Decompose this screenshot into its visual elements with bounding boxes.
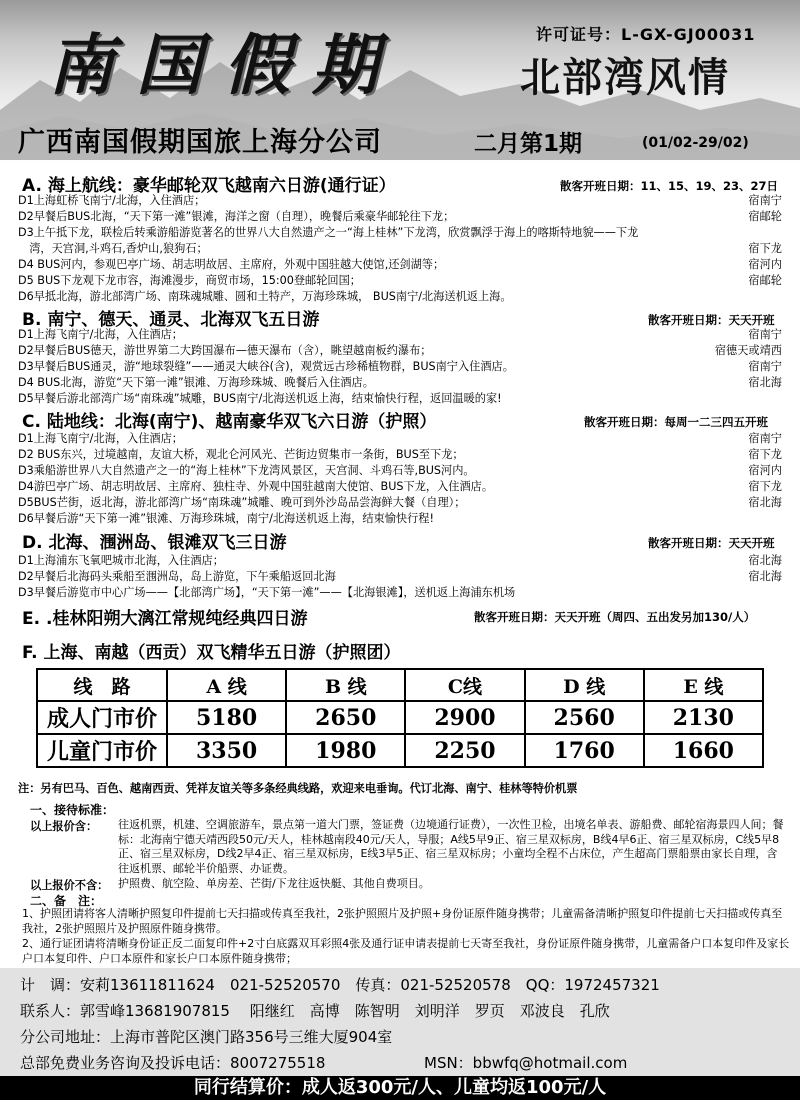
price-header-label: 线 路 bbox=[37, 669, 167, 701]
itinerary-line: D4 BUS河内，参观巴亭广场、胡志明故居、主席府，外观中国驻越大使馆,还剑湖等； bbox=[18, 258, 445, 271]
price-column-header: C线 bbox=[405, 669, 524, 701]
itinerary-line: D5早餐后游北部湾广场“南珠魂”城雕，BUS南宁/北海送机返上海，结束愉快行程，返回温暖的家! bbox=[18, 392, 502, 405]
itinerary-line: D2早餐后BUS北海，“天下第一滩”银滩，海洋之窗（自理），晚餐后乘豪华邮轮往下龙； bbox=[18, 210, 455, 223]
itinerary-stay: 宿北海 bbox=[748, 570, 782, 583]
itinerary-stay: 宿南宁 bbox=[748, 194, 782, 207]
itinerary-line: D4游巴亭广场、胡志明故居、主席府、独柱寺、外观中国驻越南大使馆、BUS下龙，入住酒店。 bbox=[18, 480, 494, 493]
excluded-text: 护照费、航空险、单房差、芒街/下龙往返快艇、其他自费项目。 bbox=[118, 877, 430, 890]
itinerary-line: D1上海飞南宁/北海，入住酒店； bbox=[18, 432, 183, 445]
itinerary-line: D6早餐后游“天下第一滩”银滩、万海珍珠城，南宁/北海送机返上海，结束愉快行程! bbox=[18, 512, 434, 525]
price-column-header: B 线 bbox=[286, 669, 405, 701]
itinerary-line: D1上海浦东飞氧吧城市北海，入住酒店； bbox=[18, 554, 224, 567]
price-column-header: D 线 bbox=[525, 669, 644, 701]
itinerary-stay: 宿下龙 bbox=[748, 480, 782, 493]
slogan: 北部湾风情 bbox=[520, 55, 730, 101]
price-row-label: 成人门市价 bbox=[37, 701, 167, 734]
section-title: C. 陆地线：北海(南宁)、越南豪华双飞六日游（护照） bbox=[22, 412, 437, 432]
issue-label: 二月第1期 bbox=[474, 131, 583, 157]
itinerary-line: D5 BUS下龙观下龙市容，海滩漫步，商贸市场，15:00登邮轮回国； bbox=[18, 274, 361, 287]
company-name: 广西南国假期国旅上海分公司 bbox=[18, 127, 382, 158]
price-cell: 3350 bbox=[167, 734, 286, 767]
header-banner bbox=[0, 0, 800, 165]
remark-item: 2、通行证团请将清晰身份证正反二面复印件+2寸白底露双耳彩照4张及通行证申请表提前七天寄至我社，身份证原件随身携带，儿童需备户口本复印件及家长户口本复印件、户口本原件和家长户口本原件随身携带； bbox=[22, 937, 790, 965]
price-column-header: A 线 bbox=[167, 669, 286, 701]
section-title: E. .桂林阳朔大漓江常规纯经典四日游 bbox=[22, 609, 308, 629]
section-title: D. 北海、涠洲岛、银滩双飞三日游 bbox=[22, 533, 287, 553]
itinerary-stay: 宿北海 bbox=[748, 376, 782, 389]
section-schedule: 散客开班日期：天天开班（周四、五出发另加130/人） bbox=[474, 610, 756, 624]
settlement-price-banner: 同行结算价：成人返300元/人、儿童均返100元/人 bbox=[0, 1076, 800, 1100]
hotline: 总部免费业务咨询及投诉电话：8007275518 bbox=[20, 1054, 326, 1072]
itinerary-line: D6早抵北海，游北部湾广场、南珠魂城雕、圆和土特产，万海珍珠城， BUS南宁/北海送机返上海。 bbox=[18, 290, 512, 303]
price-row-child bbox=[37, 734, 763, 767]
itinerary-line: D3上午抵下龙，联检后转乘游船游览著名的世界八大自然遗产之一“海上桂林”下龙湾，欣赏飘浮于海上的喀斯特地貌——下龙 bbox=[18, 226, 639, 239]
itinerary-line: D4 BUS北海，游览“天下第一滩”银滩、万海珍珠城、晚餐后入住酒店。 bbox=[18, 376, 374, 389]
price-cell: 2250 bbox=[405, 734, 524, 767]
price-row-adult bbox=[37, 701, 763, 734]
price-table bbox=[36, 668, 764, 768]
msn-contact: MSN：bbwfq@hotmail.com bbox=[424, 1054, 628, 1072]
itinerary-line: D2早餐后北海码头乘船至涠洲岛，岛上游览，下午乘船返回北海 bbox=[18, 570, 336, 583]
dispatcher-contact: 计 调：安莉13611811624 021-52520570 传真：021-52520578 QQ：1972457321 bbox=[20, 976, 660, 994]
price-column-header: E 线 bbox=[644, 669, 763, 701]
price-cell: 2900 bbox=[405, 701, 524, 734]
price-table-header-row bbox=[37, 669, 763, 701]
itinerary-stay: 宿邮轮 bbox=[748, 210, 782, 223]
excluded-label: 以上报价不含： bbox=[30, 879, 109, 892]
issue-date-range: (01/02-29/02) bbox=[642, 135, 749, 151]
section-schedule: 散客开班日期：天天开班 bbox=[648, 536, 775, 550]
itinerary-stay: 宿邮轮 bbox=[748, 274, 782, 287]
itinerary-line: D3早餐后游览市中心广场——【北部湾广场】，“天下第一滩”——【北海银滩】，送机返上海浦东机场 bbox=[18, 586, 516, 599]
price-cell: 1760 bbox=[525, 734, 644, 767]
itinerary-line: D2 BUS东兴，过境越南，友谊大桥，观北仑河风光、芒街边贸集市一条街，BUS至下龙； bbox=[18, 448, 464, 461]
price-cell: 1980 bbox=[286, 734, 405, 767]
itinerary-stay: 宿下龙 bbox=[748, 242, 782, 255]
itinerary-stay: 宿河内 bbox=[748, 464, 782, 477]
itinerary-line: D1上海虹桥飞南宁/北海，入住酒店； bbox=[18, 194, 206, 207]
itinerary-stay: 宿南宁 bbox=[748, 360, 782, 373]
itinerary-line: D2早餐后BUS德天，游世界第二大跨国瀑布—德天瀑布（含），眺望越南板约瀑布； bbox=[18, 344, 432, 357]
license-number: 许可证号：L-GX-GJ00031 bbox=[536, 25, 756, 44]
price-cell: 2650 bbox=[286, 701, 405, 734]
section-title: B. 南宁、德天、通灵、北海双飞五日游 bbox=[22, 310, 320, 330]
price-cell: 2560 bbox=[525, 701, 644, 734]
itinerary-stay: 宿河内 bbox=[748, 258, 782, 271]
itinerary-stay: 宿下龙 bbox=[748, 448, 782, 461]
contact-people: 联系人：郭雪峰13681907815 阳继红 高博 陈智明 刘明洋 罗页 邓波良 孔欣 bbox=[20, 1002, 610, 1020]
standards-title: 一、接待标准： bbox=[30, 803, 115, 817]
remark-item: 1、护照团请将客人清晰护照复印件提前七天扫描或传真至我社，2张护照照片及护照+身份证原件随身携带；儿童需备清晰护照复印件提前七天扫描或传真至我社，2张护照照片及护照原件随身携带。 bbox=[22, 907, 783, 935]
itinerary-line: D3乘船游世界八大自然遗产之一的“海上桂林”下龙湾风景区，天宫洞、斗鸡石等,BUS河内。 bbox=[18, 464, 475, 477]
itinerary-line: 湾，天宫洞,斗鸡石,香炉山,狼狗石； bbox=[18, 242, 208, 255]
price-cell: 5180 bbox=[167, 701, 286, 734]
brand-logo: 南国假期 bbox=[48, 26, 400, 104]
remarks-title: 二、备 注： bbox=[30, 894, 103, 908]
included-text: 往返机票，机建、空调旅游车，景点第一道大门票，签证费（边境通行证费），一次性卫检，出境名单表、游船费、邮轮宿海景四人间；餐标：北海南宁德天靖西段50元/天人，桂林越南段40元/天人，导服；A线5早9正、宿三星双标房，B线4早6正、宿三星双标房，C线5早8正、宿三星双标房，D线2早4正、宿三星双标房，E线3早5正、宿三星双标房；小童均全程不占床位，产生超高门票船票由家长自理，含往返机票、邮轮半价船票、办证费。 bbox=[118, 818, 784, 875]
section-title: A. 海上航线：豪华邮轮双飞越南六日游(通行证） bbox=[22, 176, 396, 196]
itinerary-stay: 宿德天或靖西 bbox=[714, 344, 782, 357]
itinerary-line: D5BUS芒街，返北海，游北部湾广场“南珠魂”城雕、晚可到外沙岛品尝海鲜大餐（自理）； bbox=[18, 496, 466, 509]
itinerary-stay: 宿北海 bbox=[748, 496, 782, 509]
itinerary-stay: 宿南宁 bbox=[748, 432, 782, 445]
section-schedule: 散客开班日期：11、15、19、23、27日 bbox=[560, 179, 779, 193]
itinerary-stay: 宿南宁 bbox=[748, 328, 782, 341]
price-cell: 2130 bbox=[644, 701, 763, 734]
section-schedule: 散客开班日期：天天开班 bbox=[648, 313, 775, 327]
section-title: F. 上海、南越（西贡）双飞精华五日游（护照团） bbox=[22, 643, 401, 663]
contact-panel bbox=[0, 968, 800, 1076]
branch-address: 分公司地址：上海市普陀区澳门路356号三维大厦904室 bbox=[20, 1028, 393, 1046]
included-label: 以上报价含： bbox=[30, 820, 98, 833]
section-schedule: 散客开班日期：每周一二三四五开班 bbox=[584, 415, 768, 429]
itinerary-line: D3早餐后BUS通灵，游“地球裂缝”——通灵大峡谷(含)，观赏远古珍稀植物群，BUS南宁入住酒店。 bbox=[18, 360, 514, 373]
other-routes-note: 注：另有巴马、百色、越南西贡、凭祥友谊关等多条经典线路，欢迎来电垂询。代订北海、南宁、桂林等特价机票 bbox=[18, 782, 578, 795]
price-row-label: 儿童门市价 bbox=[37, 734, 167, 767]
price-cell: 1660 bbox=[644, 734, 763, 767]
itinerary-line: D1上海飞南宁/北海，入住酒店； bbox=[18, 328, 183, 341]
itinerary-stay: 宿北海 bbox=[748, 554, 782, 567]
